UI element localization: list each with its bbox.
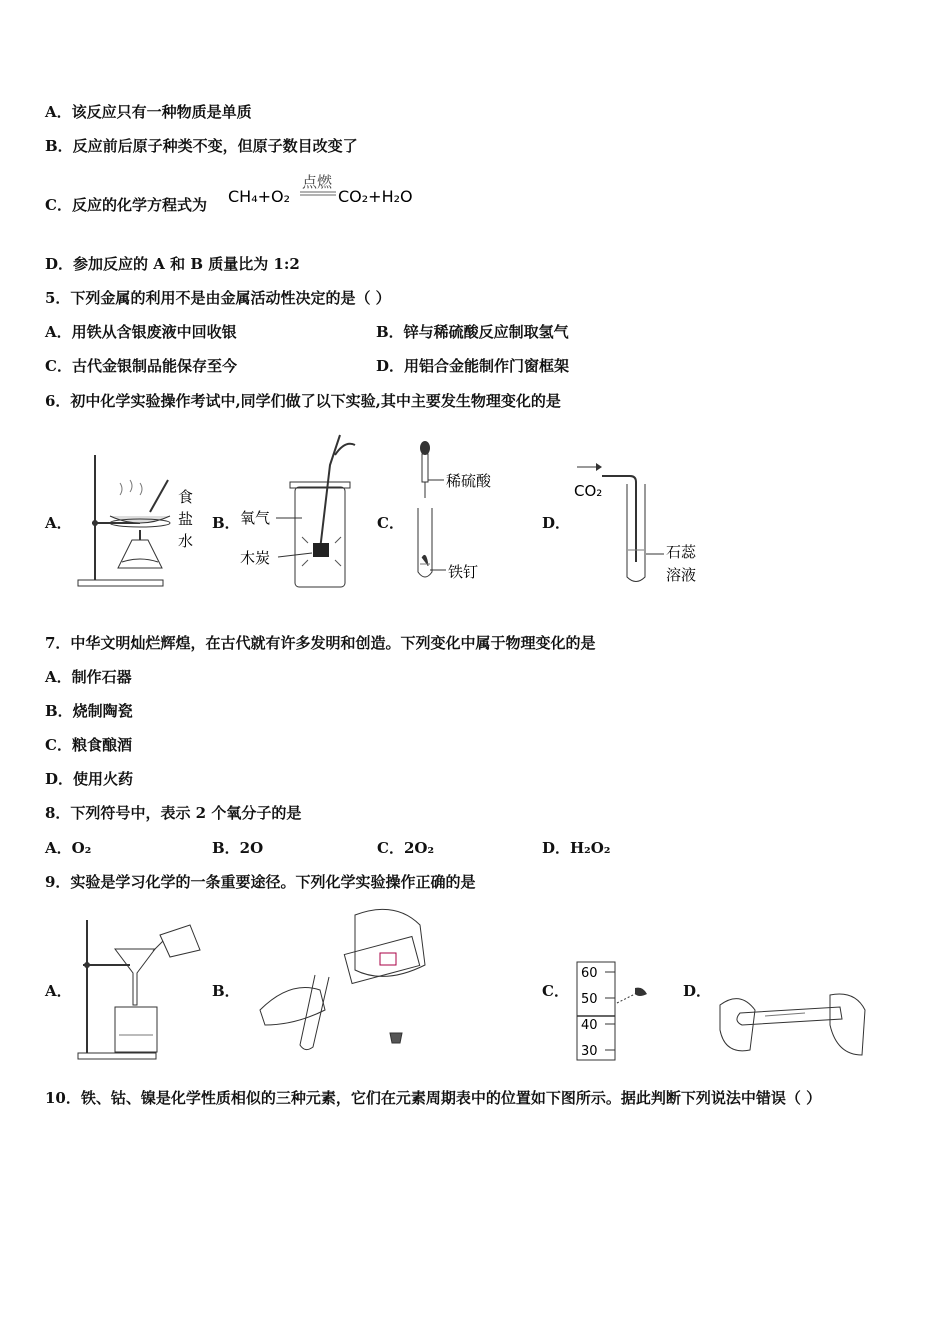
right-hand-icon xyxy=(830,994,865,1055)
delivery-tube xyxy=(602,476,636,562)
glass-rod xyxy=(150,480,168,512)
q7-option-b: B．烧制陶瓷 xyxy=(45,702,133,720)
pour-stream xyxy=(153,941,163,951)
q5-option-b: B．锌与稀硫酸反应制取氢气 xyxy=(376,323,569,341)
label-acid: 稀硫酸 xyxy=(446,472,492,490)
funnel xyxy=(115,949,155,1005)
label-co2: CO₂ xyxy=(574,482,603,500)
eq-right: CO₂+H₂O xyxy=(338,187,413,206)
test-tube-heating xyxy=(715,985,870,1065)
sight-line xyxy=(617,993,637,1003)
q6-figure-c xyxy=(410,440,520,589)
stand-base xyxy=(78,580,163,586)
q5-stem: 5．下列金属的利用不是由金属活动性决定的是（ ） xyxy=(45,289,391,307)
q9-figure-a xyxy=(75,915,210,1069)
q6-label-a: A． xyxy=(45,514,72,532)
clamp-knob xyxy=(92,520,98,526)
label-shui: 水 xyxy=(178,532,194,550)
q9-figure-d xyxy=(715,985,870,1069)
label-litmus-1: 石蕊 xyxy=(666,543,697,561)
q6-figure-b xyxy=(240,425,360,594)
test-tube xyxy=(300,975,329,1050)
label-40: 40 xyxy=(581,1018,598,1033)
eq-left: CH₄+O₂ xyxy=(228,187,291,206)
charcoal-burning-apparatus xyxy=(240,425,360,590)
dropper-tube xyxy=(422,454,428,482)
test-tube xyxy=(737,1007,842,1025)
q9-figure-b xyxy=(255,905,430,1059)
q8-option-b: B．2O xyxy=(212,839,264,857)
label-nail: 铁钉 xyxy=(448,563,479,581)
tongs xyxy=(320,435,355,550)
nail-acid-apparatus xyxy=(410,440,520,585)
q8-option-a: A．O₂ xyxy=(45,839,92,857)
lamp-liquid xyxy=(122,559,158,562)
tube-liquid xyxy=(765,1013,805,1016)
q7-stem: 7．中华文明灿烂辉煌，在古代就有许多发明和创造。下列变化中属于物理变化的是 xyxy=(45,634,596,652)
q7-option-c: C．粮食酿酒 xyxy=(45,736,132,754)
q6-label-b: B． xyxy=(212,514,240,532)
filtration-apparatus xyxy=(75,915,210,1065)
q5-option-d: D．用铝合金能制作门窗框架 xyxy=(376,357,570,375)
bottle-label xyxy=(380,953,396,965)
q5-option-c: C．古代金银制品能保存至今 xyxy=(45,357,237,375)
q6-label-c: C． xyxy=(377,514,404,532)
label-yan: 盐 xyxy=(178,510,194,528)
q8-option-d: D．H₂O₂ xyxy=(542,839,611,857)
q4-option-d: D．参加反应的 A 和 B 质量比为 1:2 xyxy=(45,255,300,273)
q4-option-c-prefix: C．反应的化学方程式为 xyxy=(45,196,207,214)
q9-label-a: A． xyxy=(45,982,72,1000)
label-oxygen: 氧气 xyxy=(240,509,271,527)
q8-stem: 8．下列符号中，表示 2 个氧分子的是 xyxy=(45,804,302,822)
q9-label-b: B． xyxy=(212,982,240,1000)
q10-stem: 10．铁、钴、镍是化学性质相似的三种元素，它们在元素周期表中的位置如下图所示。据此判断下列说法中错误（ ） xyxy=(45,1089,822,1107)
co2-litmus-apparatus xyxy=(572,462,712,592)
label-30: 30 xyxy=(581,1044,598,1059)
q4-option-a: A．该反应只有一种物质是单质 xyxy=(45,103,252,121)
q7-option-a: A．制作石器 xyxy=(45,668,132,686)
q5-option-a: A．用铁从含银废液中回收银 xyxy=(45,323,237,341)
q6-stem: 6．初中化学实验操作考试中,同学们做了以下实验,其中主要发生物理变化的是 xyxy=(45,392,561,410)
liquid-pouring-apparatus xyxy=(255,905,430,1055)
stand-base xyxy=(78,1053,156,1059)
q6-figure-a xyxy=(70,450,210,599)
stopper-icon xyxy=(390,1033,402,1043)
graduated-cylinder xyxy=(575,958,655,1063)
pouring-beaker xyxy=(160,925,200,957)
arrow-head xyxy=(596,463,602,471)
q4-option-c xyxy=(45,195,207,215)
label-litmus-2: 溶液 xyxy=(666,566,697,584)
beaker xyxy=(115,1007,157,1052)
label-60: 60 xyxy=(581,966,598,981)
label-charcoal: 木炭 xyxy=(240,549,271,567)
eq-condition: 点燃 xyxy=(302,173,333,191)
q8-option-c: C．2O₂ xyxy=(377,839,435,857)
evaporation-apparatus xyxy=(70,450,210,595)
clamp-knob xyxy=(84,962,90,968)
q6-label-d: D． xyxy=(542,514,571,532)
equation-svg xyxy=(228,170,428,215)
label-50: 50 xyxy=(581,992,598,1007)
alcohol-lamp xyxy=(118,540,162,568)
steam-icon xyxy=(120,480,142,495)
q9-label-d: D． xyxy=(683,982,712,1000)
q9-stem: 9．实验是学习化学的一条重要途径。下列化学实验操作正确的是 xyxy=(45,873,476,891)
chemical-equation xyxy=(228,170,428,219)
q7-option-d: D．使用火药 xyxy=(45,770,134,788)
q9-label-c: C． xyxy=(542,982,569,1000)
test-tube xyxy=(418,508,432,577)
q9-figure-c xyxy=(575,958,655,1067)
dropper-bulb xyxy=(420,441,430,455)
eye-icon xyxy=(635,988,647,996)
q4-option-b: B．反应前后原子种类不变，但原子数目改变了 xyxy=(45,137,358,155)
q6-figure-d xyxy=(572,462,712,596)
charcoal-icon xyxy=(313,543,329,557)
label-shi: 食 xyxy=(178,488,194,506)
hand-icon xyxy=(260,988,325,1026)
